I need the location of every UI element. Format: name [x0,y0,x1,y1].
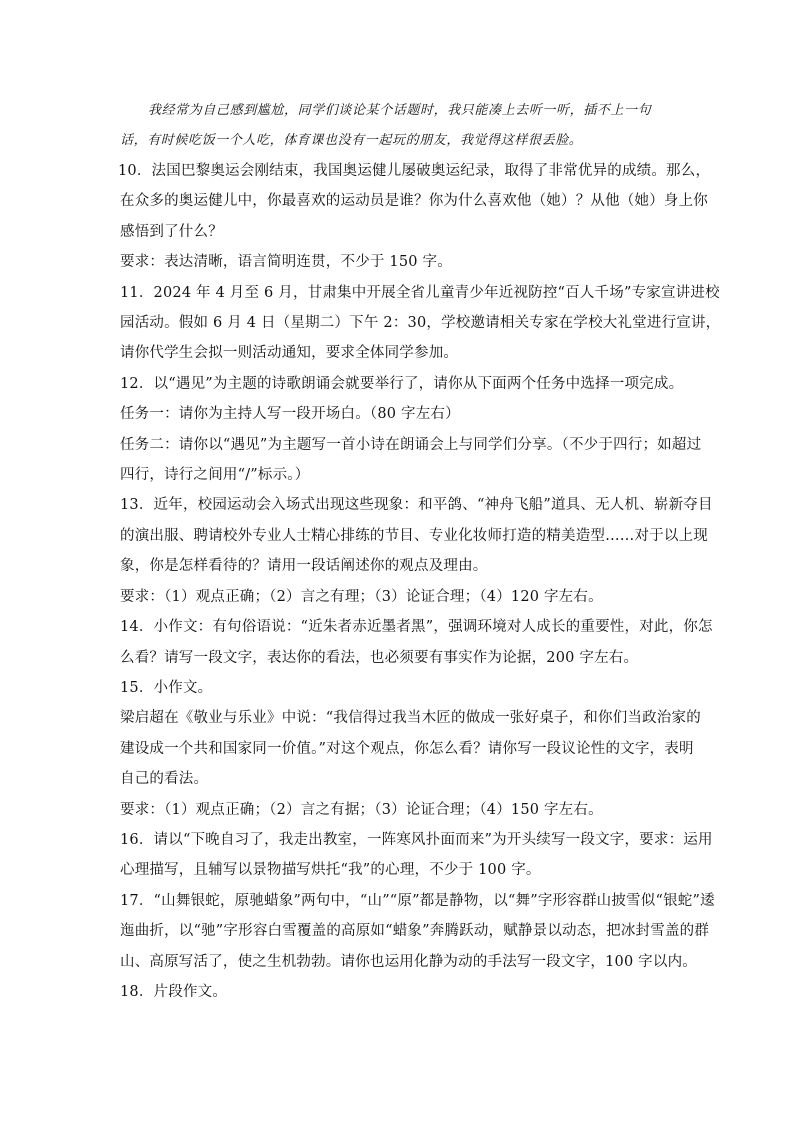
question-13 [120,490,713,612]
question-line: 的演出服、聘请校外专业人士精心排练的节目、专业化妆师打造的精美造型……对于以上现 [120,527,708,544]
question-line: 11．2024 年 4 月至 6 月，甘肃集中开展全省儿童青少年近视防控“百人千场”专家宣讲进校 [120,284,720,301]
question-14 [120,612,713,673]
question-line: 15．小作文。 [120,679,213,696]
question-line: 么看？请写一段文字，表达你的看法，也必须要有事实作为论据，200 字左右。 [120,649,639,666]
question-line: 建设成一个共和国家同一价值。”对这个观点，你怎么看？请你写一段议论性的文字，表明 [120,740,694,757]
handwritten-passage [120,96,690,156]
question-task: 任务一：请你为主持人写一段开场白。（80 字左右） [120,406,460,423]
question-line: 14．小作文：有句俗语说：“近朱者赤近墨者黑”，强调环境对人成长的重要性，对此，你怎 [120,619,713,636]
question-line: 自己的看法。 [120,771,209,788]
question-line: 请你代学生会拟一则活动通知，要求全体同学参加。 [120,345,459,362]
page-content [118,96,721,1007]
question-requirement: 要求：表达清晰，语言简明连贯，不少于 150 字。 [120,254,452,271]
question-12 [120,369,702,491]
question-line: 梁启超在《敬业与乐业》中说：“我信得过我当木匠的做成一张好桌子，和你们当政治家的 [120,710,701,727]
question-line: 18．片段作文。 [120,983,228,1000]
question-line: 心理描写，且辅写以景物描写烘托“我”的心理，不少于 100 字。 [120,862,541,879]
question-line: 象，你是怎样看待的？请用一段话阐述你的观点及理由。 [120,558,488,575]
handwritten-line: 我经常为自己感到尴尬，同学们谈论某个话题时，我只能凑上去听一听，插不上一句 [148,103,652,118]
question-line: 感悟到了什么？ [120,223,223,240]
question-line: 园活动。假如 6 月 4 日（星期二）下午 2：30，学校邀请相关专家在学校大礼堂进行宣讲， [120,315,721,332]
question-18 [120,977,690,1007]
question-10 [118,156,711,278]
question-line: 在众多的奥运健儿中，你最喜欢的运动员是谁？你为什么喜欢他（她）？从他（她）身上你 [120,193,708,210]
question-requirement: 要求：（1）观点正确；（2）言之有据；（3）论证合理；（4）150 字左右。 [120,801,603,818]
question-requirement: 要求：（1）观点正确；（2）言之有理；（3）论证合理；（4）120 字左右。 [120,588,603,605]
question-line: 山、高原写活了，使之生机勃勃。请你也运用化静为动的手法写一段文字，100 字以内。 [120,953,697,970]
question-line: 12．以“遇见”为主题的诗歌朗诵会就要举行了，请你从下面两个任务中选择一项完成。 [120,375,684,392]
question-15 [120,673,701,825]
question-line: 17．“山舞银蛇，原驰蜡象”两句中，“山”“原”都是静物，以“舞”字形容群山披雪似“银蛇”逶 [120,892,715,909]
question-task: 任务二：请你以“遇见”为主题写一首小诗在朗诵会上与同学们分享。（不少于四行；如超过 [120,436,702,453]
question-line: 10．法国巴黎奥运会刚结束，我国奥运健儿屡破奥运纪录，取得了非常优异的成绩。那么， [118,163,711,179]
question-line: 四行，诗行之间用“/”标示。） [120,467,310,484]
question-line: 16．请以“下晚自习了，我走出教室，一阵寒风扑面而来”为开头续写一段文字，要求：运用 [120,831,713,848]
question-16 [120,825,713,886]
question-line: 迤曲折，以“驰”字形容白雪覆盖的高原如“蜡象”奔腾跃动，赋静景以动态，把冰封雪盖的群 [120,923,710,940]
question-17 [120,886,715,977]
question-11 [120,278,721,369]
question-line: 13．近年，校园运动会入场式出现这些现象：和平鸽、“神舟飞船”道具、无人机、崭新夺目 [120,497,713,514]
handwritten-line: 话，有时候吃饭一个人吃，体育课也没有一起玩的朋友，我觉得这样很丢脸。 [120,133,583,148]
